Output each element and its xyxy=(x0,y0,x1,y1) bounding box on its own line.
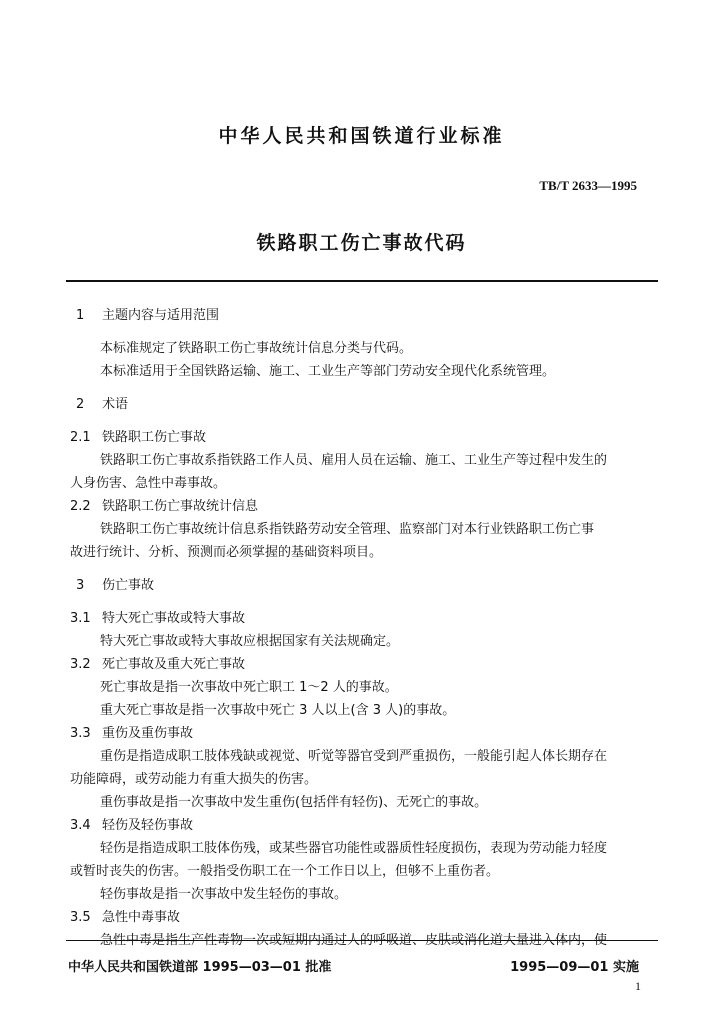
paragraph: 铁路职工伤亡事故系指铁路工作人员、雇用人员在运输、施工、工业生产等过程中发生的 xyxy=(100,453,608,468)
clause-number: 3.2 xyxy=(70,657,91,672)
top-rule xyxy=(66,280,658,282)
section-heading xyxy=(70,574,660,597)
clause-title: 铁路职工伤亡事故 xyxy=(102,430,207,445)
clause-heading xyxy=(70,653,660,676)
section-title: 术语 xyxy=(102,397,129,412)
clause-title: 急性中毒事故 xyxy=(102,910,181,925)
section-heading xyxy=(70,304,660,327)
clause-number: 3.3 xyxy=(70,726,91,741)
clause-number: 2.1 xyxy=(70,430,91,445)
section-number: 3 xyxy=(76,578,85,593)
clause-heading xyxy=(70,906,660,929)
paragraph: 重大死亡事故是指一次事故中死亡 3 人以上(含 3 人)的事故。 xyxy=(100,703,456,718)
paragraph: 特大死亡事故或特大事故应根据国家有关法规确定。 xyxy=(100,634,400,649)
section-heading xyxy=(70,393,660,416)
clause-title: 特大死亡事故或特大事故 xyxy=(102,611,246,626)
clause-number: 3.5 xyxy=(70,910,91,925)
document-title: 铁路职工伤亡事故代码 xyxy=(256,232,467,254)
page-number: 1 xyxy=(635,979,641,993)
paragraph: 故进行统计、分析、预测而必须掌握的基础资料项目。 xyxy=(70,545,383,560)
clause-heading xyxy=(70,426,660,449)
section-number: 2 xyxy=(76,397,85,412)
approval-date: 中华人民共和国铁道部 1995—03—01 批准 xyxy=(68,960,332,975)
paragraph: 人身伤害、急性中毒事故。 xyxy=(70,476,227,491)
clause-title: 重伤及重伤事故 xyxy=(102,726,194,741)
clause-heading xyxy=(70,607,660,630)
clause-title: 铁路职工伤亡事故统计信息 xyxy=(102,499,259,514)
effective-date: 1995—09—01 实施 xyxy=(510,960,639,975)
section-number: 1 xyxy=(76,308,85,323)
org-title: 中华人民共和国铁道行业标准 xyxy=(218,125,505,147)
paragraph: 重伤是指造成职工肢体残缺或视觉、听觉等器官受到严重损伤，一般能引起人体长期存在 xyxy=(100,749,608,764)
paragraph: 功能障碍，或劳动能力有重大损失的伤害。 xyxy=(70,772,318,787)
clause-title: 死亡事故及重大死亡事故 xyxy=(102,657,246,672)
clause-number: 3.4 xyxy=(70,818,91,833)
paragraph: 轻伤事故是指一次事故中发生轻伤的事故。 xyxy=(100,887,348,902)
clause-title: 轻伤及轻伤事故 xyxy=(102,818,194,833)
clause-heading xyxy=(70,722,660,745)
clause-heading xyxy=(70,495,660,518)
section-title: 伤亡事故 xyxy=(102,578,155,593)
bottom-rule xyxy=(66,940,658,941)
paragraph: 铁路职工伤亡事故统计信息系指铁路劳动安全管理、监察部门对本行业铁路职工伤亡事 xyxy=(100,522,595,537)
document-body xyxy=(70,304,660,952)
standard-code: TB/T 2633—1995 xyxy=(539,178,637,193)
paragraph: 重伤事故是指一次事故中发生重伤(包括伴有轻伤)、无死亡的事故。 xyxy=(100,795,488,810)
paragraph: 轻伤是指造成职工肢体伤残，或某些器官功能性或器质性轻度损伤，表现为劳动能力轻度 xyxy=(100,841,608,856)
clause-number: 3.1 xyxy=(70,611,91,626)
section-title: 主题内容与适用范围 xyxy=(102,308,220,323)
paragraph: 或暂时丧失的伤害。一般指受伤职工在一个工作日以上，但够不上重伤者。 xyxy=(70,864,500,879)
paragraph: 死亡事故是指一次事故中死亡职工 1～2 人的事故。 xyxy=(100,680,398,695)
clause-number: 2.2 xyxy=(70,499,91,514)
paragraph: 本标准适用于全国铁路运输、施工、工业生产等部门劳动安全现代化系统管理。 xyxy=(100,364,556,379)
paragraph: 急性中毒是指生产性毒物一次或短期内通过人的呼吸道、皮肤或消化道大量进入体内，使 xyxy=(100,933,608,948)
clause-heading xyxy=(70,814,660,837)
paragraph: 本标准规定了铁路职工伤亡事故统计信息分类与代码。 xyxy=(100,341,413,356)
